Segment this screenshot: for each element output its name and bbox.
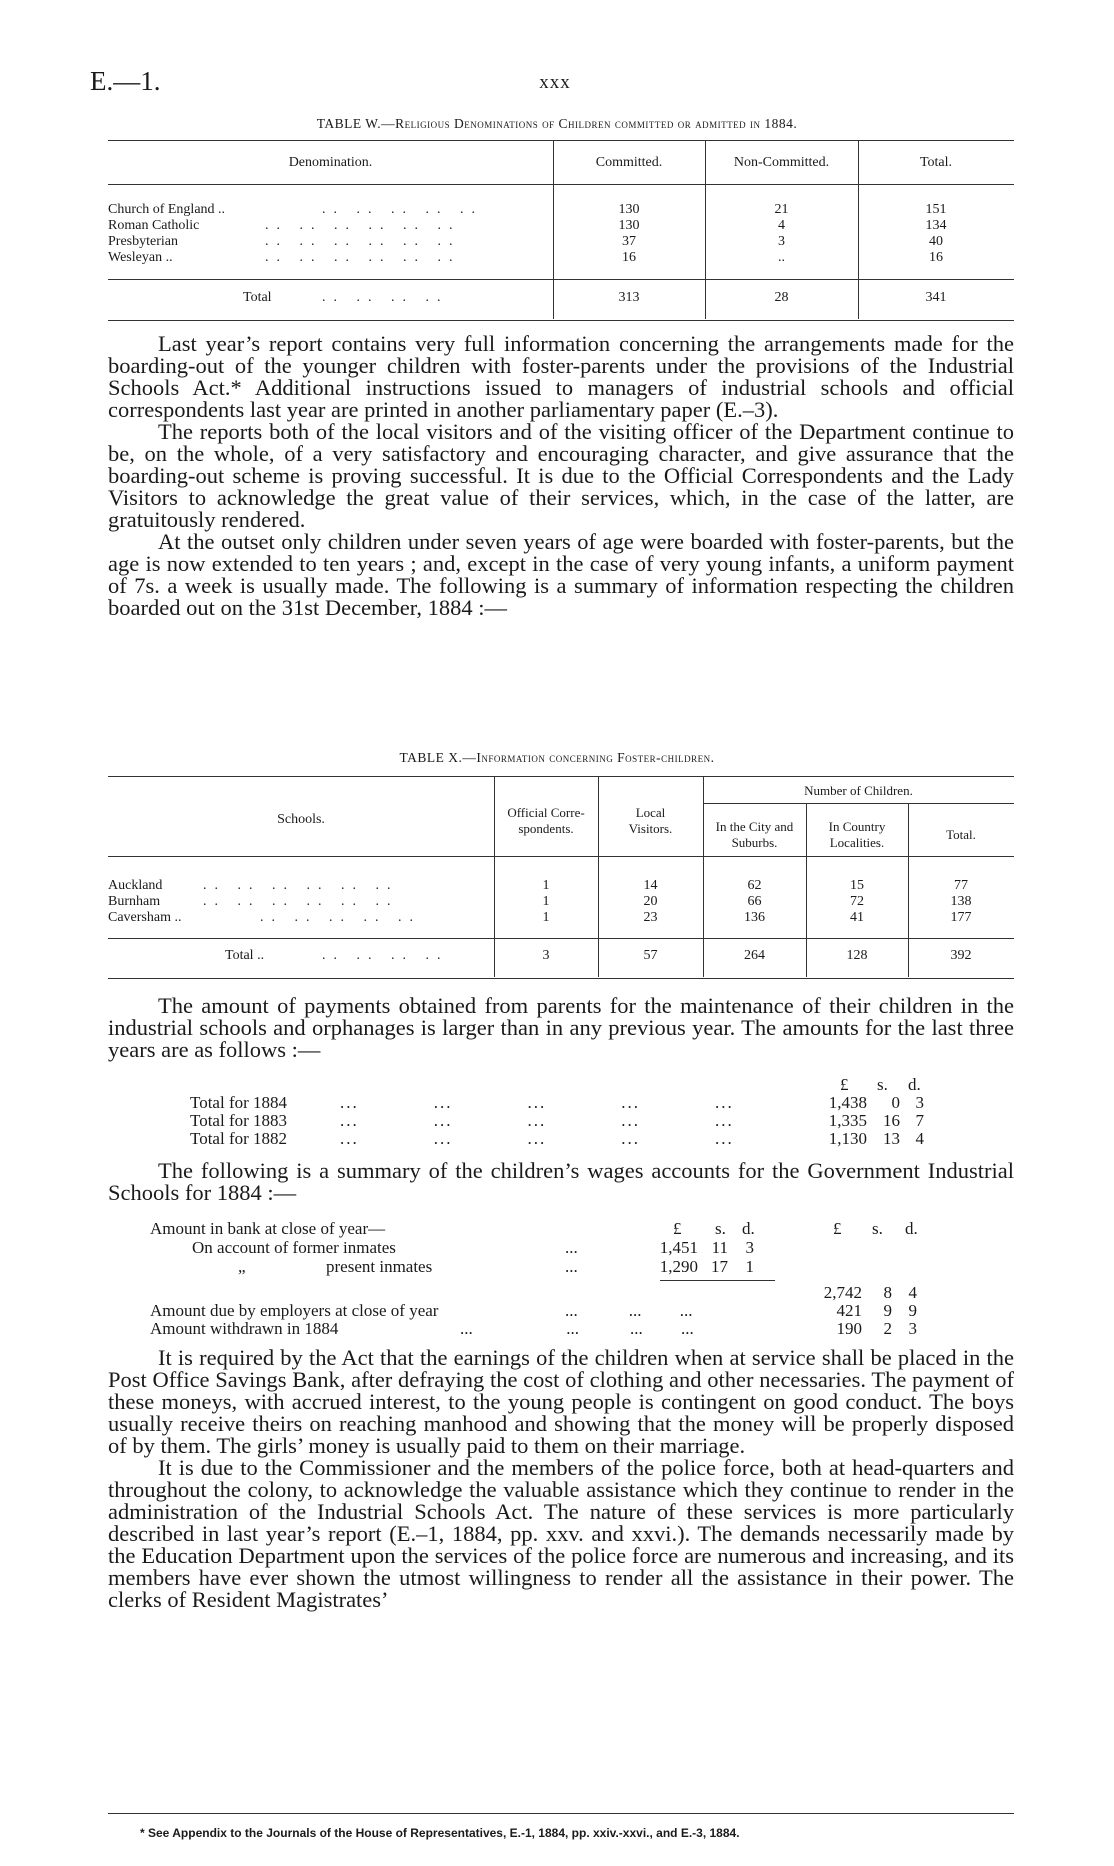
present-pounds: 1,290 <box>659 1257 698 1276</box>
paragraph-age-and-payment: At the outset only children under seven years of age were boarded with foster-parents, but the age is now extended to ten years ; and, except in the case of very young infants, a uniform payment of 7s. a week is usually made. The following is a summary of information respecting the children boarded out on the 31st December, 1884 :— <box>108 529 1014 620</box>
payment-label: Total for 1883 <box>190 1111 288 1130</box>
committed-value: 37 <box>622 234 636 249</box>
table-w-bottom-rule <box>108 320 1014 321</box>
paragraph-boarding-out: Last year’s report contains very full information concerning the arrangements made for the boarding-out of the younger children with foster-parents under the provisions of the Industrial Schools Act.* Additional instructions issued to managers of industrial schools and official correspondents last year are printed in another parliamentary paper (E.–3). <box>108 331 1014 422</box>
dot-leader: .. .. .. .. .. .. <box>203 894 399 909</box>
committed-value: 130 <box>618 218 640 233</box>
currency-shillings: s. <box>715 1219 726 1238</box>
former-inmates-label: On account of former inmates <box>192 1238 396 1257</box>
grand-total: 392 <box>950 948 972 963</box>
dot-leader: ... ... ... <box>565 1301 693 1320</box>
dot-leader: ... ... ... ... <box>460 1319 694 1338</box>
header-line: Localities. <box>829 835 885 850</box>
present-pence: 1 <box>745 1257 754 1276</box>
pounds-value: 1,438 <box>828 1093 867 1112</box>
official-total: 3 <box>542 948 550 963</box>
withdrawn-label: Amount withdrawn in 1884 <box>150 1319 339 1338</box>
currency-pence: d. <box>908 1075 921 1094</box>
dot-leader: .. .. .. .. .. <box>322 202 483 217</box>
payment-label: Total for 1882 <box>190 1129 288 1148</box>
withdrawn-shillings: 2 <box>883 1319 892 1338</box>
pounds-value: 1,130 <box>828 1129 867 1148</box>
dot-leader: .. .. .. .. <box>322 290 449 305</box>
table-x-caption <box>0 750 1114 766</box>
official-value: 1 <box>542 878 550 893</box>
shillings-value: 13 <box>883 1129 900 1148</box>
paragraph-block-1 <box>108 333 1014 619</box>
non-committed-value: 3 <box>778 234 785 249</box>
paragraph-block-4 <box>108 1347 1014 1611</box>
grand-total: 341 <box>925 290 947 305</box>
non-committed-total: 28 <box>774 290 789 305</box>
dot-leader: .. .. .. .. .. .. <box>265 234 461 249</box>
table-w-header-committed: Committed. <box>595 155 663 170</box>
currency-shillings: s. <box>877 1075 888 1094</box>
official-value: 1 <box>542 910 550 925</box>
school-name: Caversham .. <box>108 910 182 925</box>
dot-leader: ... <box>565 1238 578 1257</box>
paragraph-block-3 <box>108 1160 1014 1204</box>
table-x-total-rule <box>108 938 1014 939</box>
currency-pound: £ <box>840 1075 849 1094</box>
former-shillings: 11 <box>711 1238 728 1257</box>
city-value: 66 <box>747 894 762 909</box>
pence-value: 3 <box>915 1093 924 1112</box>
local-value: 20 <box>643 894 658 909</box>
dot-leader: .. .. .. .. .. <box>260 910 421 925</box>
total-value: 151 <box>925 202 947 217</box>
table-x-header-rule <box>108 856 1014 857</box>
table-x-header-city <box>703 819 806 851</box>
bank-label: Amount in bank at close of year— <box>150 1219 386 1238</box>
denomination-name: Church of England .. <box>108 202 226 217</box>
city-total: 264 <box>744 948 765 963</box>
total-label: Total <box>243 290 272 305</box>
wages-ledger <box>150 1220 970 1360</box>
dot-leader: .. .. .. .. .. .. <box>265 250 461 265</box>
header-line: Official Corre- <box>507 805 585 820</box>
bank-total-pounds: 2,742 <box>823 1283 862 1302</box>
footnote-rule <box>108 1813 1014 1814</box>
currency-shillings: s. <box>872 1219 883 1238</box>
paragraph-block-2 <box>108 995 1014 1061</box>
due-shillings: 9 <box>883 1301 892 1320</box>
pence-value: 7 <box>915 1111 924 1130</box>
paper-reference: E.—1. <box>90 66 161 96</box>
shillings-value: 0 <box>891 1093 900 1112</box>
due-pounds: 421 <box>836 1301 862 1320</box>
dot-leader: ... ... ... ... ... <box>340 1111 734 1130</box>
payments-ledger <box>190 1076 960 1156</box>
table-w-header-rule <box>108 184 1014 185</box>
ditto-mark: „ <box>238 1257 246 1276</box>
withdrawn-pounds: 190 <box>836 1319 862 1338</box>
footnote: * See Appendix to the Journals of the House of Representatives, E.-1, 1884, pp. xxiv.-xxvi., and E.-3, 1884. <box>140 1826 740 1840</box>
country-value: 15 <box>850 878 864 893</box>
table-w-top-rule <box>108 140 1014 141</box>
payment-label: Total for 1884 <box>190 1093 288 1112</box>
header-line: Visitors. <box>628 821 673 836</box>
dot-leader: .. .. .. .. .. .. <box>203 878 399 893</box>
header-line: spondents. <box>518 821 574 836</box>
pounds-value: 1,335 <box>828 1111 867 1130</box>
total-value: 134 <box>925 218 947 233</box>
total-value: 40 <box>929 234 943 249</box>
currency-pound: £ <box>673 1219 682 1238</box>
table-x-header-local-visitors <box>598 805 703 837</box>
non-committed-value: 21 <box>774 202 789 217</box>
due-label: Amount due by employers at close of year <box>150 1301 439 1320</box>
total-label: Total .. <box>225 948 265 963</box>
dot-leader: ... <box>565 1257 578 1276</box>
local-value: 14 <box>643 878 658 893</box>
total-value: 77 <box>954 878 968 893</box>
total-value: 138 <box>950 894 972 909</box>
local-total: 57 <box>643 948 658 963</box>
table-x-caption-prefix: TABLE X.— <box>399 750 477 765</box>
currency-pound: £ <box>833 1219 842 1238</box>
currency-pence: d. <box>742 1219 755 1238</box>
table-x-top-rule <box>108 776 1014 777</box>
paragraph-savings-bank: It is required by the Act that the earnings of the children when at service shall be placed in the Post Office Savings Bank, after defraying the cost of clothing and other necessaries. The payment of these moneys, with accrued interest, to the young people is contingent on good conduct. The boys usually receive theirs on reaching manhood and showing that the money will be properly disposed of by them. The girls’ money is usually paid to them on their marriage. <box>108 1345 1014 1458</box>
table-w-caption-prefix: TABLE W.— <box>316 116 396 131</box>
header-line: In Country <box>828 819 886 834</box>
official-value: 1 <box>542 894 550 909</box>
table-x-caption-title: Information concerning Foster-children. <box>476 750 715 765</box>
withdrawn-pence: 3 <box>908 1319 917 1338</box>
dot-leader: ... ... ... ... ... <box>340 1093 734 1112</box>
table-w-caption <box>0 116 1114 132</box>
table-w-caption-title: Religious Denominations of Children committed or admitted in 1884. <box>395 116 798 131</box>
country-value: 72 <box>850 894 864 909</box>
present-inmates-label: present inmates <box>326 1257 433 1276</box>
header-line: Local <box>635 805 666 820</box>
table-x-header-official <box>494 805 598 837</box>
table-x-vline-3 <box>703 777 704 977</box>
header-line: Suburbs. <box>731 835 778 850</box>
table-w-total-rule <box>108 279 1014 280</box>
committed-total: 313 <box>618 290 640 305</box>
country-value: 41 <box>850 910 864 925</box>
total-value: 16 <box>929 250 943 265</box>
paragraph-wages-intro: The following is a summary of the children’s wages accounts for the Government Industrial Schools for 1884 :— <box>108 1158 1014 1205</box>
table-x-number-rule <box>703 803 1014 804</box>
paragraph-visitor-reports: The reports both of the local visitors and of the visiting officer of the Department continue to be, on the whole, of a very satisfactory and encouraging character, and give assurance that the boarding-out scheme is proving successful. It is due to the Official Correspondents and the Lady Visitors to acknowledge the great value of their services, which, in the case of the latter, are gratuitously rendered. <box>108 419 1014 532</box>
table-w-header-total: Total. <box>919 155 953 170</box>
denomination-name: Wesleyan .. <box>108 250 173 265</box>
paragraph-police-force: It is due to the Commissioner and the members of the police force, both at head-quarters and throughout the colony, to acknowledge the valuable assistance which they continue to render in the administration of the Industrial Schools Act. The nature of these services is more particularly described in last year’s report (E.–1, 1884, pp. xxv. and xxvi.). The demands necessarily made by the Education Department upon the services of the police force are numerous and increasing, and its members have ever shown the utmost willingness to render all the assistance in their power. The clerks of Resident Magistrates’ <box>108 1455 1014 1612</box>
city-value: 136 <box>744 910 765 925</box>
subtotal-rule <box>660 1280 775 1281</box>
page-number: xxx <box>539 72 571 93</box>
present-shillings: 17 <box>711 1257 728 1276</box>
school-name: Burnham <box>108 894 161 909</box>
city-value: 62 <box>747 878 762 893</box>
dot-leader: .. .. .. .. .. .. <box>265 218 461 233</box>
committed-value: 130 <box>618 202 640 217</box>
dot-leader: ... ... ... ... ... <box>340 1129 734 1148</box>
bank-total-shillings: 8 <box>883 1283 892 1302</box>
non-committed-value: .. <box>778 250 785 265</box>
dot-leader: .. .. .. .. <box>322 948 449 963</box>
shillings-value: 16 <box>883 1111 900 1130</box>
country-total: 128 <box>846 948 868 963</box>
table-x-header-schools: Schools. <box>277 812 325 827</box>
currency-pence: d. <box>905 1219 918 1238</box>
non-committed-value: 4 <box>778 218 785 233</box>
table-w-header-non-committed: Non-Committed. <box>733 155 830 170</box>
committed-value: 16 <box>622 250 636 265</box>
total-value: 177 <box>950 910 972 925</box>
table-x-header-number: Number of Children. <box>804 783 913 798</box>
table-x-header-total: Total. <box>946 827 976 842</box>
pence-value: 4 <box>915 1129 924 1148</box>
table-x-bottom-rule <box>108 978 1014 979</box>
table-x-header-country <box>806 819 908 851</box>
denomination-name: Roman Catholic <box>108 218 200 233</box>
table-w-header-denomination: Denomination. <box>288 155 373 170</box>
former-pence: 3 <box>745 1238 754 1257</box>
page-header <box>90 66 1020 102</box>
paragraph-parent-payments: The amount of payments obtained from parents for the maintenance of their children in the industrial schools and orphanages is larger than in any previous year. The amounts for the last three years are as follows :— <box>108 993 1014 1062</box>
denomination-name: Presbyterian <box>108 234 178 249</box>
header-line: In the City and <box>715 819 794 834</box>
local-value: 23 <box>643 910 658 925</box>
former-pounds: 1,451 <box>659 1238 698 1257</box>
school-name: Auckland <box>108 878 163 893</box>
bank-total-pence: 4 <box>908 1283 917 1302</box>
due-pence: 9 <box>908 1301 917 1320</box>
